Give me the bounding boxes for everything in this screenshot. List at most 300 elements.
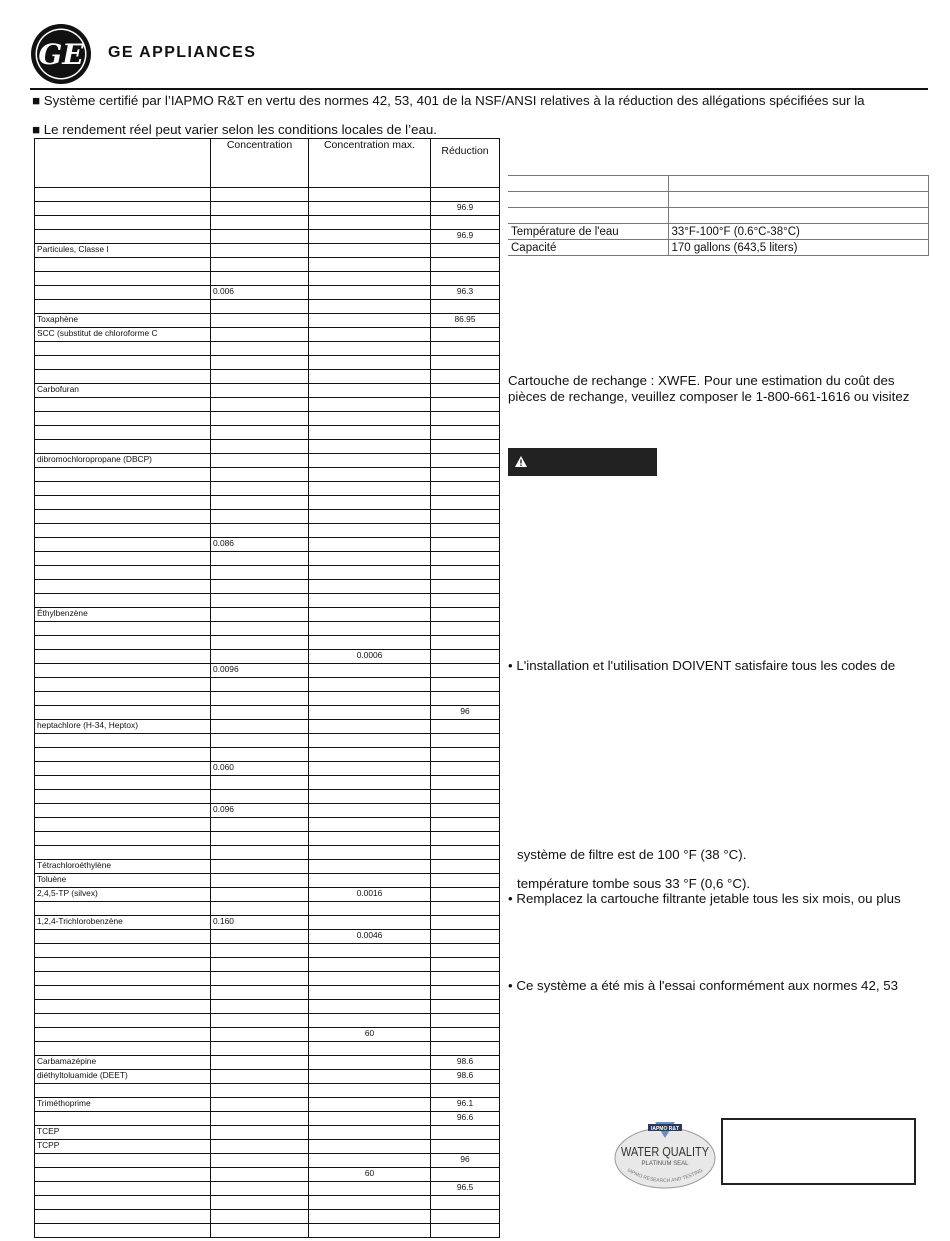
- table-row: [35, 440, 500, 454]
- cell-substance: [35, 566, 211, 580]
- cell-reduction: [431, 1014, 500, 1028]
- table-row: [35, 384, 500, 398]
- table-row: [35, 300, 500, 314]
- cell-max-concentration: [309, 1182, 431, 1196]
- cell-reduction: [431, 944, 500, 958]
- cell-reduction: 96.5: [431, 1182, 500, 1196]
- cell-max-concentration: [309, 762, 431, 776]
- cell-max-concentration: [309, 664, 431, 678]
- cell-substance: [35, 370, 211, 384]
- table-row: [35, 1014, 500, 1028]
- cell-reduction: [431, 1042, 500, 1056]
- table-row: [35, 538, 500, 552]
- table-row: [35, 1112, 500, 1126]
- install-text: • L'installation et l'utilisation DOIVENT satisfaire tous les codes de: [508, 658, 896, 673]
- cell-substance: [35, 468, 211, 482]
- svg-text:PLATINUM SEAL: PLATINUM SEAL: [641, 1161, 689, 1167]
- table-row: [35, 944, 500, 958]
- cell-concentration: [211, 496, 309, 510]
- cell-concentration: [211, 608, 309, 622]
- cell-substance: [35, 412, 211, 426]
- cell-max-concentration: [309, 314, 431, 328]
- cell-max-concentration: [309, 608, 431, 622]
- cell-substance: [35, 300, 211, 314]
- table-row: [35, 566, 500, 580]
- cell-concentration: [211, 1098, 309, 1112]
- table-row: [35, 552, 500, 566]
- cell-max-concentration: 0.0006: [309, 650, 431, 664]
- cell-reduction: [431, 370, 500, 384]
- cell-reduction: [431, 398, 500, 412]
- cell-reduction: [431, 916, 500, 930]
- cell-concentration: [211, 650, 309, 664]
- cell-reduction: [431, 384, 500, 398]
- cell-concentration: [211, 958, 309, 972]
- cell-concentration: [211, 944, 309, 958]
- cell-max-concentration: [309, 972, 431, 986]
- cell-reduction: [431, 468, 500, 482]
- cell-max-concentration: [309, 874, 431, 888]
- cell-reduction: [431, 216, 500, 230]
- cell-max-concentration: [309, 1196, 431, 1210]
- table-row: [35, 1098, 500, 1112]
- cell-reduction: [431, 874, 500, 888]
- cell-substance: [35, 776, 211, 790]
- cell-concentration: [211, 1084, 309, 1098]
- spec-value: [668, 192, 928, 208]
- cell-concentration: [211, 1154, 309, 1168]
- cell-max-concentration: [309, 566, 431, 580]
- cell-substance: [35, 496, 211, 510]
- cell-max-concentration: [309, 1224, 431, 1238]
- cell-substance: [35, 1084, 211, 1098]
- spec-row: [508, 224, 928, 240]
- cell-max-concentration: [309, 986, 431, 1000]
- cell-reduction: [431, 636, 500, 650]
- table-row: [35, 342, 500, 356]
- cell-substance: [35, 944, 211, 958]
- cell-substance: [35, 524, 211, 538]
- table-row: [35, 524, 500, 538]
- cell-reduction: [431, 412, 500, 426]
- table-row: [35, 1042, 500, 1056]
- cell-concentration: [211, 244, 309, 258]
- cell-max-concentration: [309, 790, 431, 804]
- cell-concentration: [211, 776, 309, 790]
- cell-max-concentration: [309, 230, 431, 244]
- cell-concentration: [211, 888, 309, 902]
- cell-reduction: [431, 594, 500, 608]
- cell-substance: [35, 902, 211, 916]
- cell-reduction: [431, 846, 500, 860]
- cell-substance: [35, 482, 211, 496]
- cell-concentration: [211, 678, 309, 692]
- table-row: [35, 244, 500, 258]
- cell-concentration: [211, 902, 309, 916]
- cell-reduction: [431, 930, 500, 944]
- spec-value: 33°F-100°F (0.6°C-38°C): [668, 224, 928, 240]
- cell-substance: [35, 636, 211, 650]
- cell-reduction: [431, 538, 500, 552]
- cell-max-concentration: [309, 286, 431, 300]
- cell-concentration: [211, 454, 309, 468]
- table-row: [35, 1056, 500, 1070]
- cell-max-concentration: [309, 594, 431, 608]
- ge-logo-icon: [30, 23, 92, 85]
- cell-max-concentration: [309, 944, 431, 958]
- table-row: [35, 1084, 500, 1098]
- cell-concentration: [211, 314, 309, 328]
- cell-substance: diéthyltoluamide (DEET): [35, 1070, 211, 1084]
- table-row: [35, 454, 500, 468]
- cell-max-concentration: [309, 258, 431, 272]
- cell-substance: heptachlore (H-34, Heptox): [35, 720, 211, 734]
- cell-substance: 2,4,5-TP (silvex): [35, 888, 211, 902]
- cell-substance: [35, 1182, 211, 1196]
- cell-concentration: [211, 1126, 309, 1140]
- cell-substance: TCPP: [35, 1140, 211, 1154]
- cell-concentration: [211, 622, 309, 636]
- cell-max-concentration: [309, 188, 431, 202]
- cell-substance: Triméthoprime: [35, 1098, 211, 1112]
- cell-reduction: [431, 748, 500, 762]
- header-reduction: Réduction: [431, 139, 500, 188]
- cell-max-concentration: [309, 398, 431, 412]
- cell-substance: Carbofuran: [35, 384, 211, 398]
- cell-reduction: [431, 440, 500, 454]
- table-row: [35, 594, 500, 608]
- spec-label: [508, 192, 668, 208]
- cell-reduction: [431, 342, 500, 356]
- cell-concentration: [211, 384, 309, 398]
- cell-substance: [35, 818, 211, 832]
- table-row: [35, 1140, 500, 1154]
- table-row: [35, 734, 500, 748]
- svg-text:IAPMO R&T: IAPMO R&T: [650, 1126, 680, 1132]
- cell-concentration: [211, 874, 309, 888]
- cell-concentration: [211, 398, 309, 412]
- cell-substance: [35, 356, 211, 370]
- cell-reduction: 96: [431, 706, 500, 720]
- cell-max-concentration: [309, 1042, 431, 1056]
- cell-max-concentration: [309, 804, 431, 818]
- cell-concentration: [211, 1112, 309, 1126]
- table-row: [35, 790, 500, 804]
- cell-concentration: [211, 832, 309, 846]
- cell-reduction: [431, 244, 500, 258]
- cell-substance: [35, 734, 211, 748]
- cell-reduction: [431, 1000, 500, 1014]
- cell-reduction: 96.1: [431, 1098, 500, 1112]
- header-rule: [30, 88, 928, 90]
- cell-concentration: [211, 216, 309, 230]
- spec-label: [508, 208, 668, 224]
- certification-box: [721, 1118, 916, 1185]
- cell-concentration: [211, 846, 309, 860]
- cell-reduction: [431, 328, 500, 342]
- cell-concentration: [211, 1182, 309, 1196]
- cell-substance: [35, 286, 211, 300]
- cell-concentration: [211, 272, 309, 286]
- specification-table: [508, 175, 929, 256]
- table-row: [35, 664, 500, 678]
- cell-substance: dibromochloropropane (DBCP): [35, 454, 211, 468]
- cell-reduction: [431, 300, 500, 314]
- cell-max-concentration: [309, 1070, 431, 1084]
- cell-substance: [35, 678, 211, 692]
- cell-reduction: [431, 650, 500, 664]
- table-row: [35, 1154, 500, 1168]
- cell-max-concentration: [309, 538, 431, 552]
- cell-max-concentration: [309, 202, 431, 216]
- table-row: [35, 1210, 500, 1224]
- cell-substance: Toxaphène: [35, 314, 211, 328]
- table-row: [35, 1182, 500, 1196]
- table-row: [35, 902, 500, 916]
- cell-max-concentration: [309, 1084, 431, 1098]
- warning-triangle-icon: [515, 456, 527, 467]
- reduction-table: [34, 138, 500, 1238]
- cell-concentration: [211, 328, 309, 342]
- svg-text:WATER QUALITY: WATER QUALITY: [621, 1145, 710, 1159]
- cell-substance: [35, 986, 211, 1000]
- table-row: [35, 776, 500, 790]
- cell-concentration: [211, 1028, 309, 1042]
- cell-substance: [35, 692, 211, 706]
- table-row: [35, 986, 500, 1000]
- cell-substance: [35, 580, 211, 594]
- cell-max-concentration: [309, 678, 431, 692]
- cell-substance: [35, 552, 211, 566]
- table-row: [35, 930, 500, 944]
- cell-reduction: [431, 258, 500, 272]
- cell-reduction: [431, 1028, 500, 1042]
- cell-max-concentration: [309, 1014, 431, 1028]
- cell-substance: [35, 272, 211, 286]
- cell-concentration: 0.160: [211, 916, 309, 930]
- cell-concentration: [211, 692, 309, 706]
- table-row: [35, 762, 500, 776]
- table-row: [35, 958, 500, 972]
- cell-reduction: 98.6: [431, 1070, 500, 1084]
- cell-reduction: [431, 1210, 500, 1224]
- cell-reduction: 96: [431, 1154, 500, 1168]
- table-row: [35, 818, 500, 832]
- cell-max-concentration: [309, 524, 431, 538]
- certification-note: ■ Système certifié par l’IAPMO R&T en vertu des normes 42, 53, 401 de la NSF/ANSI relatives à la réduction des allégations spécifiées sur la: [32, 93, 865, 108]
- table-row: [35, 1126, 500, 1140]
- temp-min-text: température tombe sous 33 °F (0,6 °C).: [517, 876, 751, 891]
- cell-concentration: [211, 426, 309, 440]
- cell-reduction: [431, 566, 500, 580]
- table-row: [35, 804, 500, 818]
- cell-max-concentration: [309, 244, 431, 258]
- water-quality-seal-logo: [610, 1118, 720, 1190]
- cell-max-concentration: [309, 958, 431, 972]
- cell-concentration: [211, 594, 309, 608]
- cell-max-concentration: [309, 832, 431, 846]
- cell-concentration: [211, 552, 309, 566]
- cell-concentration: [211, 1014, 309, 1028]
- spec-label: [508, 176, 668, 192]
- cell-reduction: [431, 958, 500, 972]
- cell-concentration: [211, 790, 309, 804]
- cell-reduction: [431, 902, 500, 916]
- cell-max-concentration: [309, 706, 431, 720]
- cell-reduction: [431, 776, 500, 790]
- table-row: [35, 482, 500, 496]
- cell-reduction: [431, 972, 500, 986]
- cell-reduction: [431, 496, 500, 510]
- spec-value: [668, 208, 928, 224]
- cell-concentration: [211, 1168, 309, 1182]
- cell-max-concentration: [309, 734, 431, 748]
- cell-concentration: [211, 734, 309, 748]
- table-row: [35, 510, 500, 524]
- table-row: [35, 426, 500, 440]
- replacement-text-line1: Cartouche de rechange : XWFE. Pour une estimation du coût des: [508, 373, 895, 388]
- cell-substance: [35, 258, 211, 272]
- cell-max-concentration: [309, 720, 431, 734]
- table-row: [35, 1196, 500, 1210]
- cell-substance: [35, 664, 211, 678]
- cell-max-concentration: [309, 622, 431, 636]
- cell-substance: Carbamazépine: [35, 1056, 211, 1070]
- cell-max-concentration: [309, 860, 431, 874]
- cell-concentration: 0.0096: [211, 664, 309, 678]
- cell-max-concentration: [309, 468, 431, 482]
- cell-reduction: [431, 762, 500, 776]
- table-row: [35, 1028, 500, 1042]
- cell-max-concentration: [309, 300, 431, 314]
- cell-concentration: [211, 356, 309, 370]
- cell-concentration: [211, 720, 309, 734]
- cell-reduction: [431, 426, 500, 440]
- cell-reduction: 96.6: [431, 1112, 500, 1126]
- cell-concentration: [211, 342, 309, 356]
- cell-concentration: [211, 706, 309, 720]
- cell-max-concentration: [309, 216, 431, 230]
- table-row: [35, 888, 500, 902]
- spec-row: [508, 240, 928, 256]
- brand-name: GE APPLIANCES: [108, 44, 257, 61]
- cell-substance: [35, 1014, 211, 1028]
- cell-reduction: [431, 188, 500, 202]
- header-substance: [35, 139, 211, 188]
- cell-substance: [35, 706, 211, 720]
- cell-max-concentration: [309, 818, 431, 832]
- cell-max-concentration: [309, 916, 431, 930]
- tested-text: • Ce système a été mis à l'essai conformément aux normes 42, 53: [508, 978, 899, 993]
- cell-substance: [35, 510, 211, 524]
- table-row: [35, 860, 500, 874]
- cell-max-concentration: [309, 1112, 431, 1126]
- cell-substance: [35, 1196, 211, 1210]
- spec-row: [508, 208, 928, 224]
- table-row: [35, 258, 500, 272]
- spec-label: Température de l'eau: [508, 224, 668, 240]
- cell-max-concentration: 60: [309, 1168, 431, 1182]
- cell-max-concentration: [309, 846, 431, 860]
- cell-reduction: [431, 580, 500, 594]
- table-row: [35, 580, 500, 594]
- cell-substance: [35, 398, 211, 412]
- table-row: [35, 972, 500, 986]
- table-row: [35, 356, 500, 370]
- cell-reduction: [431, 1168, 500, 1182]
- cell-reduction: [431, 790, 500, 804]
- table-row: [35, 1070, 500, 1084]
- cell-concentration: [211, 258, 309, 272]
- cell-substance: [35, 216, 211, 230]
- cell-reduction: [431, 1196, 500, 1210]
- cell-substance: [35, 202, 211, 216]
- cell-substance: [35, 1154, 211, 1168]
- table-row: [35, 1224, 500, 1238]
- table-row: [35, 398, 500, 412]
- cell-reduction: [431, 482, 500, 496]
- table-row: [35, 286, 500, 300]
- cell-concentration: [211, 440, 309, 454]
- spec-value: [668, 176, 928, 192]
- cell-max-concentration: [309, 1210, 431, 1224]
- cell-substance: [35, 650, 211, 664]
- cell-substance: [35, 594, 211, 608]
- svg-text:GE: GE: [38, 38, 84, 71]
- cell-reduction: 96.9: [431, 230, 500, 244]
- cell-concentration: [211, 510, 309, 524]
- table-row: [35, 314, 500, 328]
- cell-max-concentration: [309, 1126, 431, 1140]
- table-row: [35, 608, 500, 622]
- header-concentration: Concentration: [211, 139, 309, 188]
- cell-max-concentration: [309, 902, 431, 916]
- cell-substance: [35, 1028, 211, 1042]
- cell-substance: [35, 1112, 211, 1126]
- performance-note: ■ Le rendement réel peut varier selon les conditions locales de l’eau.: [32, 122, 437, 137]
- cell-max-concentration: [309, 1140, 431, 1154]
- cell-max-concentration: 60: [309, 1028, 431, 1042]
- cell-substance: [35, 188, 211, 202]
- cell-substance: [35, 440, 211, 454]
- table-row: [35, 496, 500, 510]
- table-row: [35, 916, 500, 930]
- cell-substance: TCEP: [35, 1126, 211, 1140]
- cell-substance: [35, 230, 211, 244]
- cell-reduction: [431, 888, 500, 902]
- cell-concentration: [211, 1140, 309, 1154]
- cell-concentration: 0.086: [211, 538, 309, 552]
- cell-reduction: [431, 664, 500, 678]
- cell-concentration: [211, 300, 309, 314]
- cell-reduction: [431, 608, 500, 622]
- table-row: [35, 230, 500, 244]
- cell-substance: [35, 1000, 211, 1014]
- cell-max-concentration: [309, 356, 431, 370]
- cell-concentration: [211, 202, 309, 216]
- cell-substance: [35, 1168, 211, 1182]
- cell-reduction: [431, 818, 500, 832]
- spec-row: [508, 192, 928, 208]
- table-row: [35, 370, 500, 384]
- table-row: [35, 412, 500, 426]
- cell-reduction: [431, 1140, 500, 1154]
- cell-reduction: 96.9: [431, 202, 500, 216]
- cell-max-concentration: 0.0046: [309, 930, 431, 944]
- table-row: [35, 636, 500, 650]
- cell-substance: [35, 846, 211, 860]
- table-row: [35, 622, 500, 636]
